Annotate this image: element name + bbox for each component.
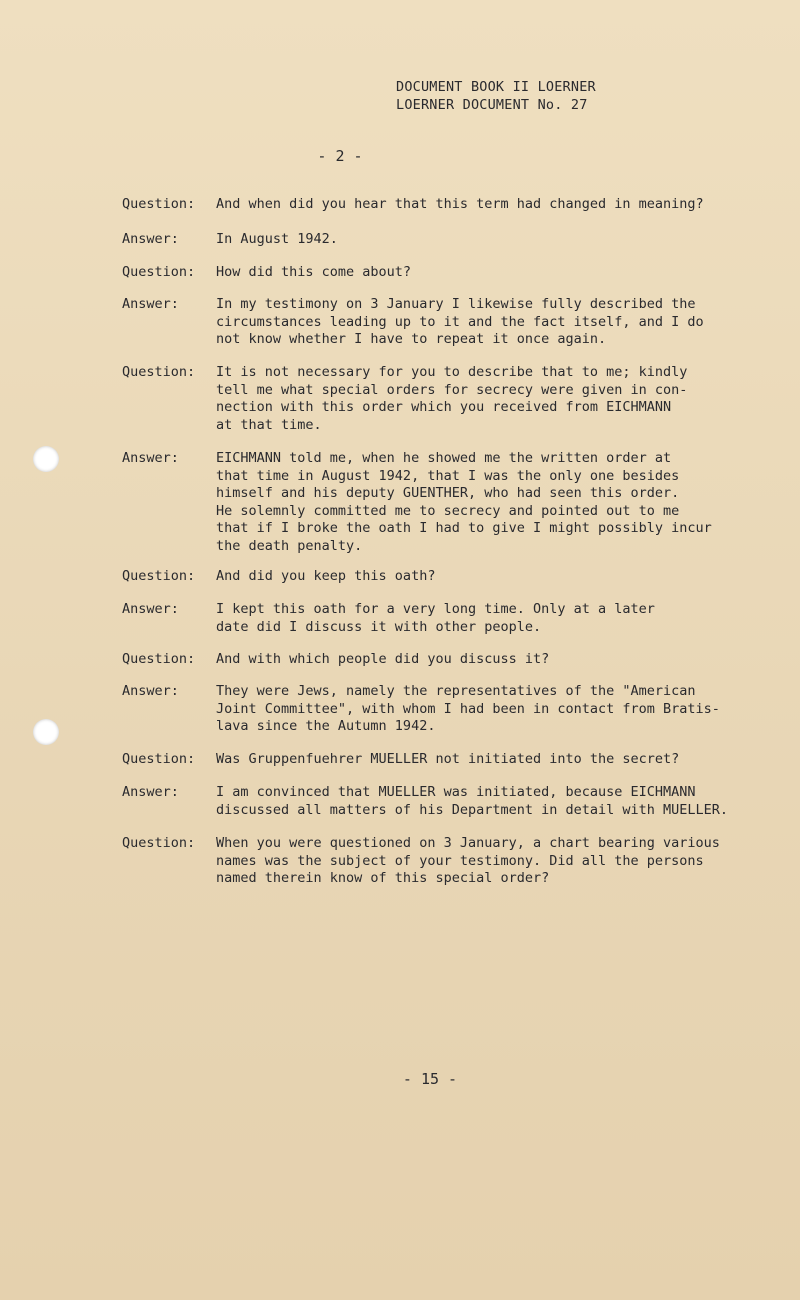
qa-label: Question: xyxy=(122,196,196,212)
qa-label: Answer: xyxy=(122,296,179,312)
qa-text: In my testimony on 3 January I likewise fully described the circumstances leading up to it and the fact itself, and I do not know whether I have to repeat it once again. xyxy=(216,296,704,347)
qa-label: Question: xyxy=(122,264,196,280)
header-line-1: DOCUMENT BOOK II LOERNER xyxy=(396,79,596,95)
header-line-2: LOERNER DOCUMENT No. 27 xyxy=(396,97,588,113)
qa-label: Answer: xyxy=(122,784,179,800)
qa-label: Answer: xyxy=(122,601,179,617)
punch-hole xyxy=(33,446,59,472)
qa-label: Answer: xyxy=(122,231,179,247)
qa-text: Was Gruppenfuehrer MUELLER not initiated into the secret? xyxy=(216,751,680,767)
qa-text: EICHMANN told me, when he showed me the written order at that time in August 1942, that I was the only one besides himself and his deputy GUENTHER, who had seen this order. He solemnly committed me to secrecy and pointed out to me that if I broke the oath I had to give I might possibly incur the death penalty. xyxy=(216,450,712,554)
qa-text: It is not necessary for you to describe that to me; kindly tell me what special orders for secrecy were given in con- nection with this order which you received from EICHMANN at that time. xyxy=(216,364,688,433)
qa-text: How did this come about? xyxy=(216,264,412,280)
qa-label: Question: xyxy=(122,835,196,851)
qa-text: I kept this oath for a very long time. Only at a later date did I discuss it with other people. xyxy=(216,601,655,635)
qa-text: In August 1942. xyxy=(216,231,338,247)
qa-text: I am convinced that MUELLER was initiated, because EICHMANN discussed all matters of his Department in detail with MUELLER. xyxy=(216,784,729,818)
qa-label: Question: xyxy=(122,568,196,584)
qa-label: Question: xyxy=(122,751,196,767)
qa-text: And with which people did you discuss it? xyxy=(216,651,550,667)
qa-label: Answer: xyxy=(122,683,179,699)
page-number-top: - 2 - xyxy=(317,147,363,165)
qa-text: They were Jews, namely the representatives of the "American Joint Committee", with whom I had been in contact from Bratis- lava since the Autumn 1942. xyxy=(216,683,720,734)
document-header xyxy=(396,78,596,114)
qa-text: When you were questioned on 3 January, a chart bearing various names was the subject of your testimony. Did all the persons named therein know of this special order? xyxy=(216,835,720,886)
punch-hole xyxy=(33,719,59,745)
qa-text: And did you keep this oath? xyxy=(216,568,436,584)
page-number-bottom: - 15 - xyxy=(402,1070,458,1088)
qa-label: Question: xyxy=(122,364,196,380)
qa-text: And when did you hear that this term had changed in meaning? xyxy=(216,196,704,212)
qa-label: Question: xyxy=(122,651,196,667)
qa-label: Answer: xyxy=(122,450,179,466)
